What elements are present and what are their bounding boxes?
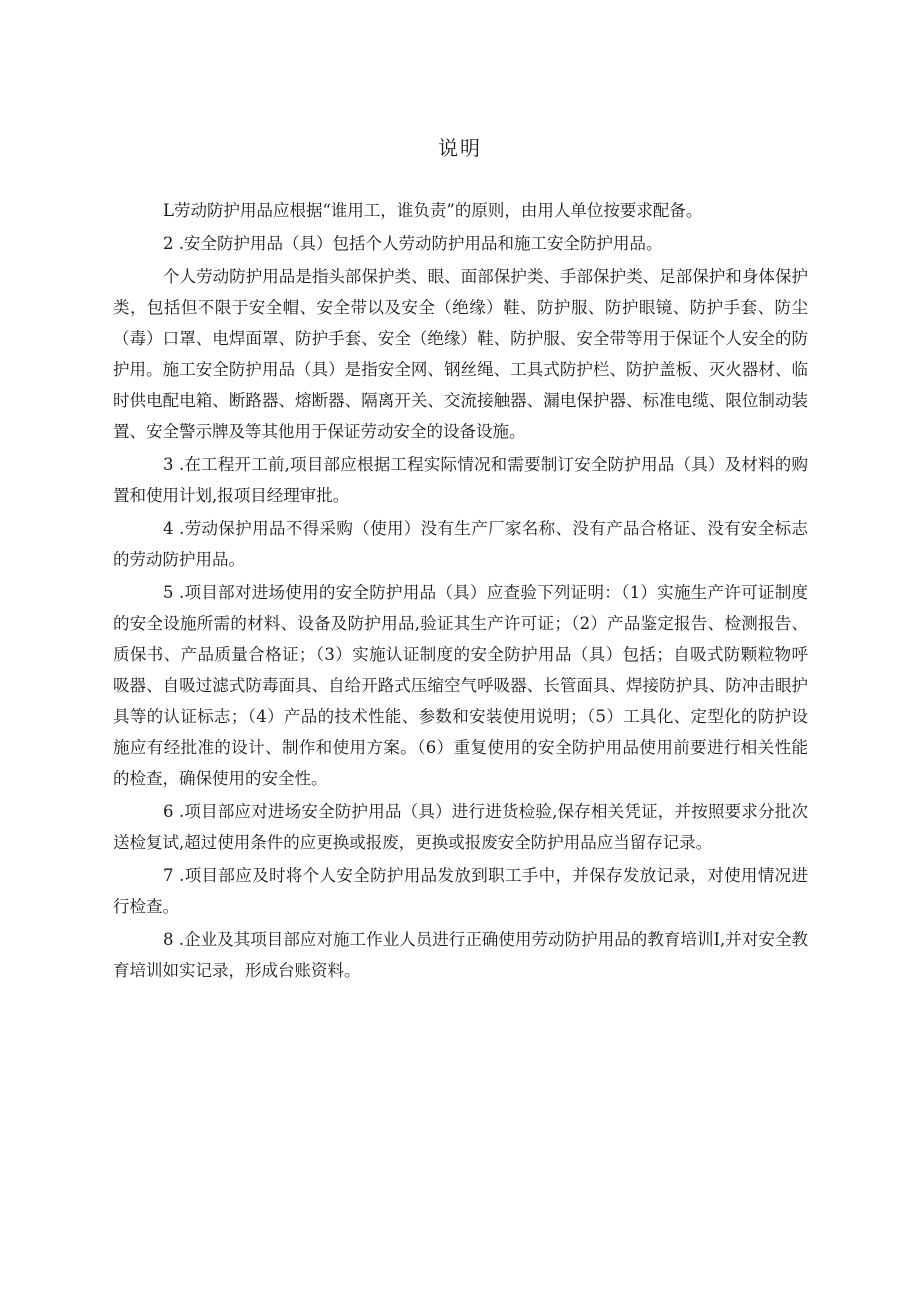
- paragraph-7: 6 .项目部应对进场安全防护用品（具）进行进货检验,保存相关凭证，并按照要求分批次送检复试,超过使用条件的应更换或报废，更换或报废安全防护用品应当留存记录。: [113, 802, 808, 852]
- paragraph-6: 5 .项目部对进场使用的安全防护用品（具）应查验下列证明：（1）实施生产许可证制度的安全设施所需的材料、设备及防护用品,验证其生产许可证；（2）产品鉴定报告、检测报告、质保书、产品质量合格证；（3）实施认证制度的安全防护用品（具）包括；自吸式防颗粒物呼吸器、自吸过滤式防毒面具、自给开路式压缩空气呼吸器、长管面具、焊接防护具、防冲击眼护具等的认证标志；（4）产品的技术性能、参数和安装使用说明；（5）工具化、定型化的防护设施应有经批准的设计、制作和使用方案。（6）重复使用的安全防护用品使用前要进行相关性能的检查，确保使用的安全性。: [113, 583, 808, 788]
- paragraph-9: 8 .企业及其项目部应对施工作业人员进行正确使用劳动防护用品的教育培训I,并对安全教育培训如实记录，形成台账资料。: [113, 930, 808, 980]
- page-title: 说明: [438, 136, 482, 160]
- document-body: [113, 195, 808, 988]
- paragraph-1: L劳动防护用品应根据“谁用工，谁负责”的原则，由用人单位按要求配备。: [163, 201, 703, 220]
- paragraph-5: 4 .劳动保护用品不得采购（使用）没有生产厂家名称、没有产品合格证、没有安全标志的劳动防护用品。: [113, 519, 808, 569]
- paragraph-2: 2 .安全防护用品（具）包括个人劳动防护用品和施工安全防护用品。: [163, 234, 663, 253]
- paragraph-8: 7 .项目部应及时将个人安全防护用品发放到职工手中，并保存发放记录，对使用情况进行检查。: [113, 866, 808, 916]
- paragraph-4: 3 .在工程开工前,项目部应根据工程实际情况和需要制订安全防护用品（具）及材料的购置和使用计划,报项目经理审批。: [113, 455, 808, 505]
- paragraph-3: 个人劳动防护用品是指头部保护类、眼、面部保护类、手部保护类、足部保护和身体保护类，包括但不限于安全帽、安全带以及安全（绝缘）鞋、防护服、防护眼镜、防护手套、防尘（毒）口罩、电焊面罩、防护手套、安全（绝缘）鞋、防护服、安全带等用于保证个人安全的防护用。施工安全防护用品（具）是指安全网、钢丝绳、工具式防护栏、防护盖板、灭火器材、临时供电配电箱、断路器、熔断器、隔离开关、交流接触器、漏电保护器、标准电缆、限位制动装置、安全警示牌及等其他用于保证劳动安全的设备设施。: [113, 267, 808, 441]
